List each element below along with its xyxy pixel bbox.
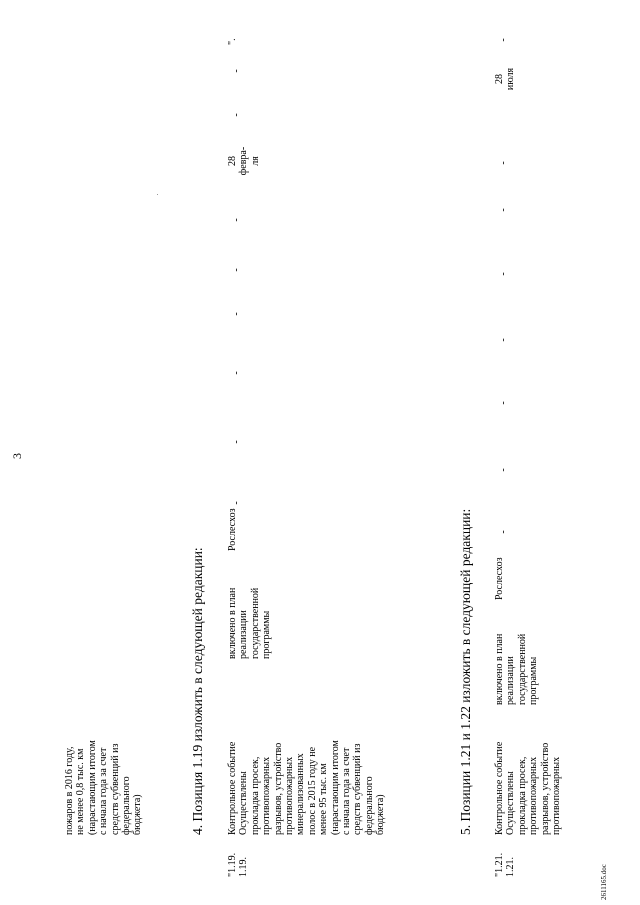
row-1-21-dash-5: -	[498, 272, 509, 276]
row-1-19-dash-8: -	[231, 69, 242, 73]
row-1-19-plan: включено в план реализации государственной программы	[227, 587, 273, 659]
continuation-text: пожаров в 2016 году, не менее 0,8 тыс. км (нарастающим итогом с начала года за счет средств субвенций из федерального бюджета)	[64, 740, 144, 835]
row-1-19-dash-7: -	[231, 113, 242, 117]
row-1-19-executor: Рослесхоз	[227, 508, 238, 551]
row-1-19-dash-4: -	[231, 312, 242, 316]
row-1-21-dash-4: -	[498, 338, 509, 342]
row-1-19-dash-2: -	[231, 440, 242, 444]
row-1-19-dash-1: -	[231, 501, 242, 505]
row-1-21-dash-7: -	[498, 161, 509, 165]
section-4-heading: 4. Позиция 1.19 изложить в следующей редакции:	[190, 547, 205, 835]
section-5-heading: 5. Позиции 1.21 и 1.22 изложить в следующей редакции:	[458, 508, 473, 835]
row-1-19-number: "1.19. 1.19.	[227, 852, 250, 877]
row-1-19-dash-6: -	[231, 218, 242, 222]
row-1-21-event: Контрольное событие Осуществлены прокладка просек, противопожарных разрывов, устройство противопожарных	[494, 741, 563, 835]
row-1-19-dash-3: -	[231, 371, 242, 375]
row-1-21-date: 28 июля	[494, 67, 517, 91]
row-1-19-dash-5: -	[231, 268, 242, 272]
row-1-19-event: Контрольное событие Осуществлены прокладка просек, противопожарных разрывов, устройство противопожарных минерализованных полос в 2015 году не менее 95 тыс. км (нарастающим итогом с начала года за счет средств субвенций из федерального бюджета)	[227, 740, 387, 835]
row-1-19-date: 28 февра- ля	[227, 146, 261, 176]
file-name: 2611165.doc	[600, 864, 608, 900]
row-1-21-dash-1: -	[498, 530, 509, 534]
row-1-21-dash-3: -	[498, 401, 509, 405]
row-1-19-closing-quote: ".	[227, 38, 238, 45]
row-1-21-executor: Рослесхоз	[494, 557, 505, 600]
row-1-21-dash-2: -	[498, 468, 509, 472]
scan-speck	[157, 194, 158, 195]
page-number: 3	[10, 453, 24, 459]
row-1-21-dash-8: -	[498, 38, 509, 42]
row-1-21-dash-6: -	[498, 208, 509, 212]
row-1-21-number: "1.21. 1.21.	[494, 852, 517, 877]
row-1-21-plan: включено в план реализации государственной программы	[494, 633, 540, 705]
